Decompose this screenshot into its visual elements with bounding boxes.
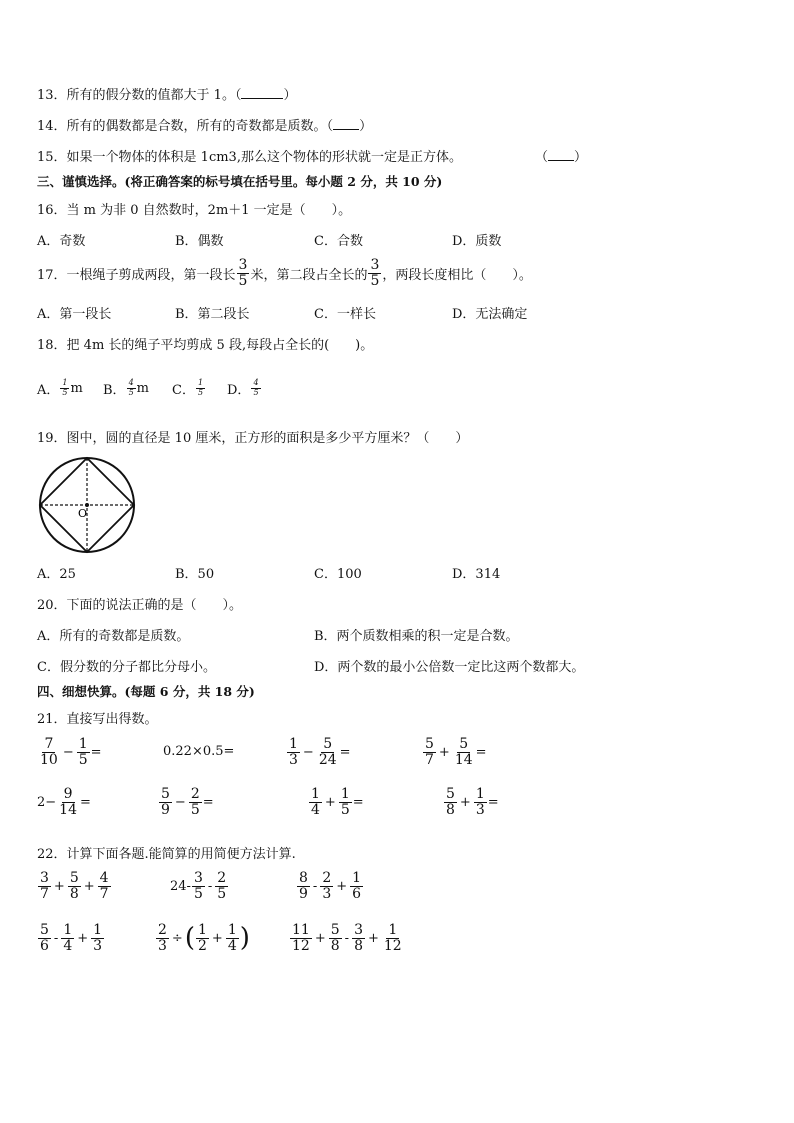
numerator: 1 [289,735,298,752]
fraction [38,871,51,901]
fraction [196,923,209,953]
text: m [70,380,83,396]
text: = [487,794,499,810]
numerator: 4 [253,378,259,388]
option-d[interactable] [227,376,262,400]
fraction [192,871,205,901]
denominator: 3 [475,801,485,818]
denominator: 8 [446,801,455,818]
option-a[interactable]: A．25 [37,567,76,582]
operator: + [459,794,471,810]
left-paren: ( [184,923,195,953]
section-3-heading: 三、谨慎选择。(将正确答案的标号填在括号里。每小题 2 分，共 10 分) [37,174,443,189]
denominator: 5 [370,272,380,289]
fraction [339,787,352,817]
denominator: 5 [238,272,248,289]
option-c[interactable]: C．100 [314,567,362,582]
question-18-stem: 18．把 4m 长的绳子平均剪成 5 段,每段占全长的( )。 [37,338,374,353]
right-paren: ) [239,923,250,953]
circle-square-figure [36,455,138,555]
option-c[interactable]: C．假分数的分子都比分母小。 [37,660,216,675]
fraction [127,379,136,397]
denominator: 5 [190,801,200,818]
operator: − [62,744,74,760]
fraction [159,787,172,817]
operator: - [207,878,213,894]
operator: - [53,930,59,946]
fraction [38,737,60,767]
denominator: 12 [292,937,310,954]
answer-blank[interactable] [548,149,574,161]
option-b[interactable]: B．第二段长 [175,307,250,322]
question-16-stem: 16．当 m 为非 0 自然数时，2m＋1 一定是（ ）。 [37,203,352,218]
fraction [189,787,202,817]
operator: + [438,744,450,760]
numerator: 1 [227,921,237,938]
numerator: 2 [217,869,227,886]
fraction [287,737,300,767]
text: = [80,794,91,810]
operator: ÷ [171,930,183,946]
fraction [423,737,436,767]
denominator: 7 [425,751,434,768]
fraction [352,923,365,953]
denominator: 5 [62,387,68,397]
fraction [98,871,111,901]
expression: 0.22×0.5= [163,744,235,759]
operator: − [174,794,186,810]
text: = [90,744,102,760]
denominator: 5 [217,885,227,902]
fraction [382,923,404,953]
text: （ [535,150,549,165]
text: 所有的假分数的值都大于 1。 [66,88,235,103]
denominator: 7 [99,885,109,902]
numerator: 1 [63,921,73,938]
fraction [309,787,322,817]
text: ，两段长度相比（ ）。 [382,267,532,283]
answer-blank[interactable] [333,118,359,130]
numerator: 8 [299,869,308,886]
text: A． [37,382,60,398]
numerator: 5 [446,785,455,802]
expression [308,782,364,822]
numerator: 7 [44,735,54,752]
denominator: 24 [318,751,337,768]
denominator: 7 [40,885,49,902]
numerator: 4 [128,378,134,388]
operator: + [314,930,326,946]
option-d[interactable]: D．两个数的最小公倍数一定比这两个数都大。 [314,660,585,675]
text: 13． [37,88,67,103]
text: 2− [37,794,57,810]
answer-blank[interactable] [241,87,283,99]
expression [296,866,364,906]
fraction [60,379,69,397]
text: D． [227,382,251,398]
expression [170,866,229,906]
numerator: 5 [40,921,49,938]
text: ） [359,119,373,134]
denominator: 2 [197,937,207,954]
fraction [196,379,205,397]
fraction [68,871,81,901]
operator: + [367,930,379,946]
denominator: 6 [352,885,362,902]
fraction [368,258,381,288]
numerator: 4 [99,869,109,886]
fraction [474,787,487,817]
fraction [320,871,333,901]
question-21-stem: 21．直接写出得数。 [37,712,158,727]
numerator: 3 [370,256,380,273]
option-c[interactable]: C．合数 [314,234,363,249]
option-a[interactable]: A．第一段长 [37,307,112,322]
numerator: 1 [340,785,350,802]
denominator: 10 [40,751,58,768]
numerator: 1 [197,378,204,388]
denominator: 6 [40,937,49,954]
numerator: 1 [311,785,320,802]
option-c[interactable] [172,376,206,400]
denominator: 5 [197,387,204,397]
numerator: 1 [388,921,398,938]
numerator: 5 [330,921,340,938]
numerator: 1 [197,921,207,938]
operator: − [302,744,314,760]
denominator: 12 [383,937,402,954]
numerator: 1 [62,378,68,388]
operator: - [312,878,318,894]
denominator: 4 [63,937,73,954]
fraction [57,787,79,817]
section-4-heading: 四、细想快算。(每题 6 分，共 18 分) [37,684,255,699]
fraction [350,871,363,901]
text: ） [283,88,297,103]
denominator: 5 [193,885,203,902]
text: = [202,794,214,810]
expression [158,782,214,822]
denominator: 3 [93,937,103,954]
denominator: 9 [299,885,308,902]
option-a[interactable]: A．奇数 [37,234,86,249]
text: ） [574,150,588,165]
expression [37,782,91,822]
operator: + [83,878,95,894]
text: 24- [170,878,191,894]
numerator: 5 [69,869,79,886]
operator: + [53,878,65,894]
fraction [91,923,104,953]
option-d[interactable]: D．无法确定 [452,307,528,322]
numerator: 1 [475,785,485,802]
expression [155,917,250,959]
fraction [329,923,342,953]
numerator: 3 [354,921,363,938]
text: = [339,744,351,760]
fraction [237,258,250,288]
text: （ [326,119,334,134]
expression [289,917,405,959]
denominator: 5 [340,801,350,818]
numerator: 3 [40,869,49,886]
question-14 [37,115,372,134]
numerator: 2 [322,869,332,886]
denominator: 8 [330,937,340,954]
denominator: 9 [161,801,170,818]
question-22-stem: 22．计算下面各题.能简算的用简便方法计算. [37,847,296,862]
option-c[interactable]: C．一样长 [314,307,376,322]
option-a[interactable]: A．所有的奇数都是质数。 [37,629,190,644]
fraction [38,923,51,953]
fraction [226,923,239,953]
operator: + [77,930,89,946]
numerator: 2 [190,785,200,802]
fraction [61,923,74,953]
numerator: 5 [459,735,469,752]
expression [37,732,102,772]
text: C． [172,382,195,398]
text: （ [234,88,242,103]
option-b[interactable]: B．偶数 [175,234,224,249]
text: = [352,794,364,810]
numerator: 3 [238,256,248,273]
numerator: 5 [161,785,170,802]
fraction [444,787,457,817]
fraction [77,737,90,767]
text: 米，第二段占全长的 [250,267,368,283]
numerator: 1 [352,869,362,886]
denominator: 3 [289,751,298,768]
expression [286,732,351,772]
expression [37,917,105,959]
denominator: 3 [322,885,332,902]
text: = [475,744,487,760]
operator: + [336,878,348,894]
option-a[interactable] [37,376,83,400]
fraction [297,871,310,901]
denominator: 14 [59,801,77,818]
denominator: 8 [354,937,363,954]
fraction [251,379,260,397]
text: 如果一个物体的体积是 1cm3,那么这个物体的形状就一定是正方体。 [66,150,462,165]
center-label: O [78,507,88,520]
numerator: 9 [63,785,73,802]
numerator: 5 [425,735,434,752]
question-17-stem [37,254,532,292]
numerator: 11 [292,921,310,938]
numerator: 1 [78,735,88,752]
option-b[interactable]: B．两个质数相乘的积一定是合数。 [314,629,519,644]
text: 14． [37,119,67,134]
fraction [156,923,169,953]
text: 17．一根绳子剪成两段，第一段长 [37,267,236,283]
option-b[interactable] [103,376,149,400]
question-15 [37,146,462,165]
denominator: 8 [69,885,79,902]
denominator: 3 [158,937,167,954]
fraction [317,737,339,767]
option-b[interactable]: B．50 [175,567,215,582]
numerator: 3 [193,869,203,886]
fraction [215,871,228,901]
numerator: 2 [158,921,167,938]
option-d[interactable]: D．314 [452,567,501,582]
operator: + [324,794,336,810]
numerator: 5 [323,735,333,752]
expression [37,866,112,906]
numerator: 1 [93,921,103,938]
question-20-stem: 20．下面的说法正确的是（ ）。 [37,598,243,613]
text: m [136,380,149,396]
denominator: 4 [227,937,237,954]
denominator: 4 [311,801,320,818]
text: 所有的偶数都是合数，所有的奇数都是质数。 [66,119,327,134]
question-13 [37,84,296,103]
option-d[interactable]: D．质数 [452,234,502,249]
denominator: 5 [253,387,259,397]
fraction [290,923,312,953]
denominator: 5 [78,751,88,768]
expression [422,732,487,772]
denominator: 5 [128,387,134,397]
text: 15． [37,150,67,165]
text: B． [103,382,126,398]
denominator: 14 [454,751,473,768]
question-19-stem: 19．图中，圆的直径是 10 厘米，正方形的面积是多少平方厘米？（ ） [37,431,469,446]
operator: + [211,930,223,946]
fraction [453,737,475,767]
question-15-answer [535,146,587,165]
operator: - [344,930,350,946]
expression [443,782,499,822]
